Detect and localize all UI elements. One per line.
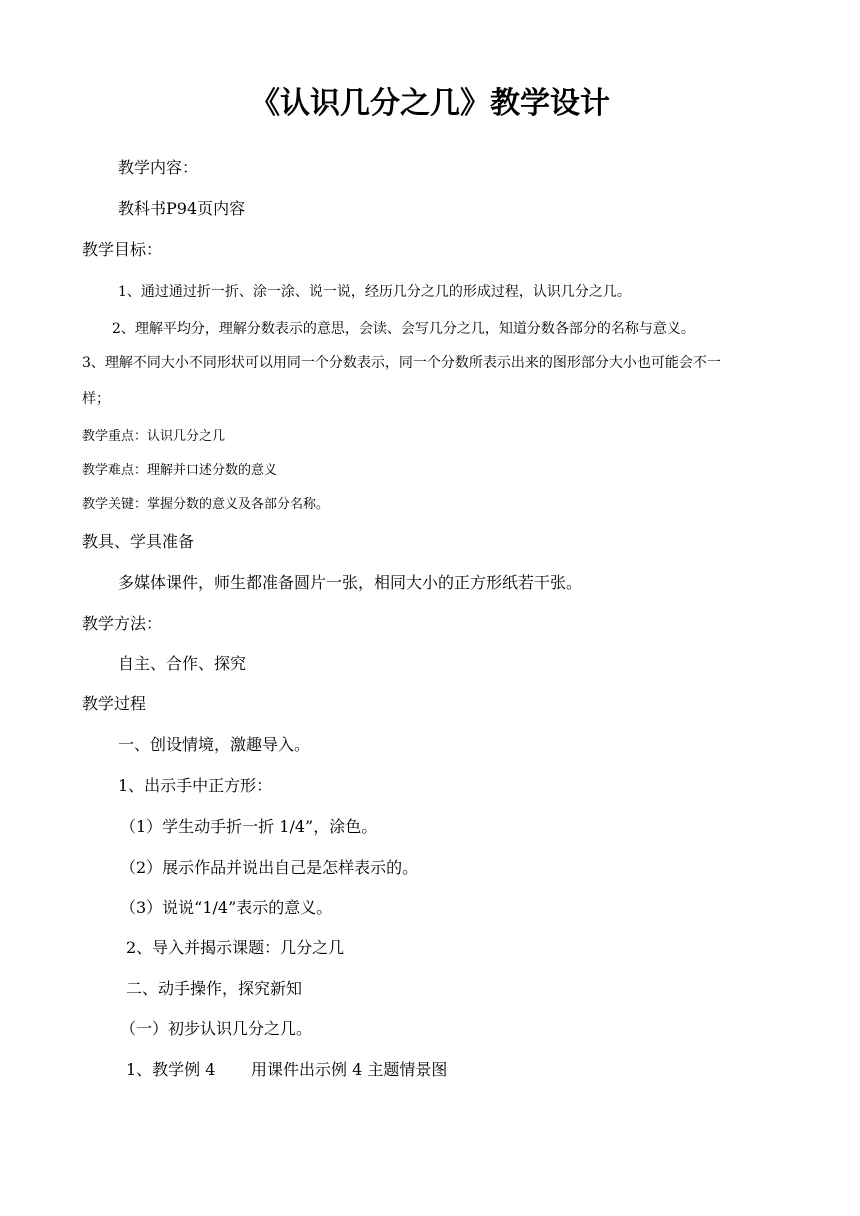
process-substep-3: （3）说说“1/4”表示的意义。 — [120, 898, 333, 917]
process-substep-1: （1）学生动手折一折 1/4”，涂色。 — [120, 817, 378, 836]
difficult-point: 教学难点：理解并口述分数的意义 — [82, 463, 278, 478]
document-title: 《认识几分之几》教学设计 — [250, 86, 610, 121]
process-step-1: 1、出示手中正方形： — [118, 776, 273, 795]
teaching-method-text: 自主、合作、探究 — [118, 654, 247, 673]
process-section-2: 二、动手操作，探究新知 — [126, 979, 303, 998]
teaching-tools-text: 多媒体课件，师生都准备圆片一张，相同大小的正方形纸若干张。 — [118, 573, 583, 592]
critical-point: 教学关键：掌握分数的意义及各部分名称。 — [82, 497, 330, 512]
teaching-content-heading: 教学内容： — [118, 158, 199, 177]
goal-item-3-continued: 样； — [82, 391, 110, 407]
goal-item-2: 2、理解平均分，理解分数表示的意思，会读、会写几分之几，知道分数各部分的名称与意义。 — [112, 321, 695, 337]
process-substep-2: （2）展示作品并说出自己是怎样表示的。 — [120, 858, 419, 877]
teaching-goals-heading: 教学目标： — [82, 240, 163, 259]
teaching-content-text: 教科书P94页内容 — [118, 199, 246, 218]
process-subsection-1: （一）初步认识几分之几。 — [120, 1019, 313, 1038]
process-section-1: 一、创设情境，激趣导入。 — [118, 735, 311, 754]
process-step-2: 2、导入并揭示课题：几分之几 — [126, 938, 345, 957]
goal-item-3: 3、理解不同大小不同形状可以用同一个分数表示，同一个分数所表示出来的图形部分大小也可能会不一 — [82, 355, 721, 371]
teaching-tools-heading: 教具、学具准备 — [82, 532, 195, 551]
process-example-4: 1、教学例 4 用课件出示例 4 主题情景图 — [126, 1060, 448, 1079]
goal-item-1: 1、通过通过折一折、涂一涂、说一说，经历几分之几的形成过程，认识几分之几。 — [118, 284, 631, 300]
teaching-method-heading: 教学方法： — [82, 614, 163, 633]
key-point: 教学重点：认识几分之几 — [82, 429, 226, 444]
teaching-process-heading: 教学过程 — [82, 694, 147, 713]
